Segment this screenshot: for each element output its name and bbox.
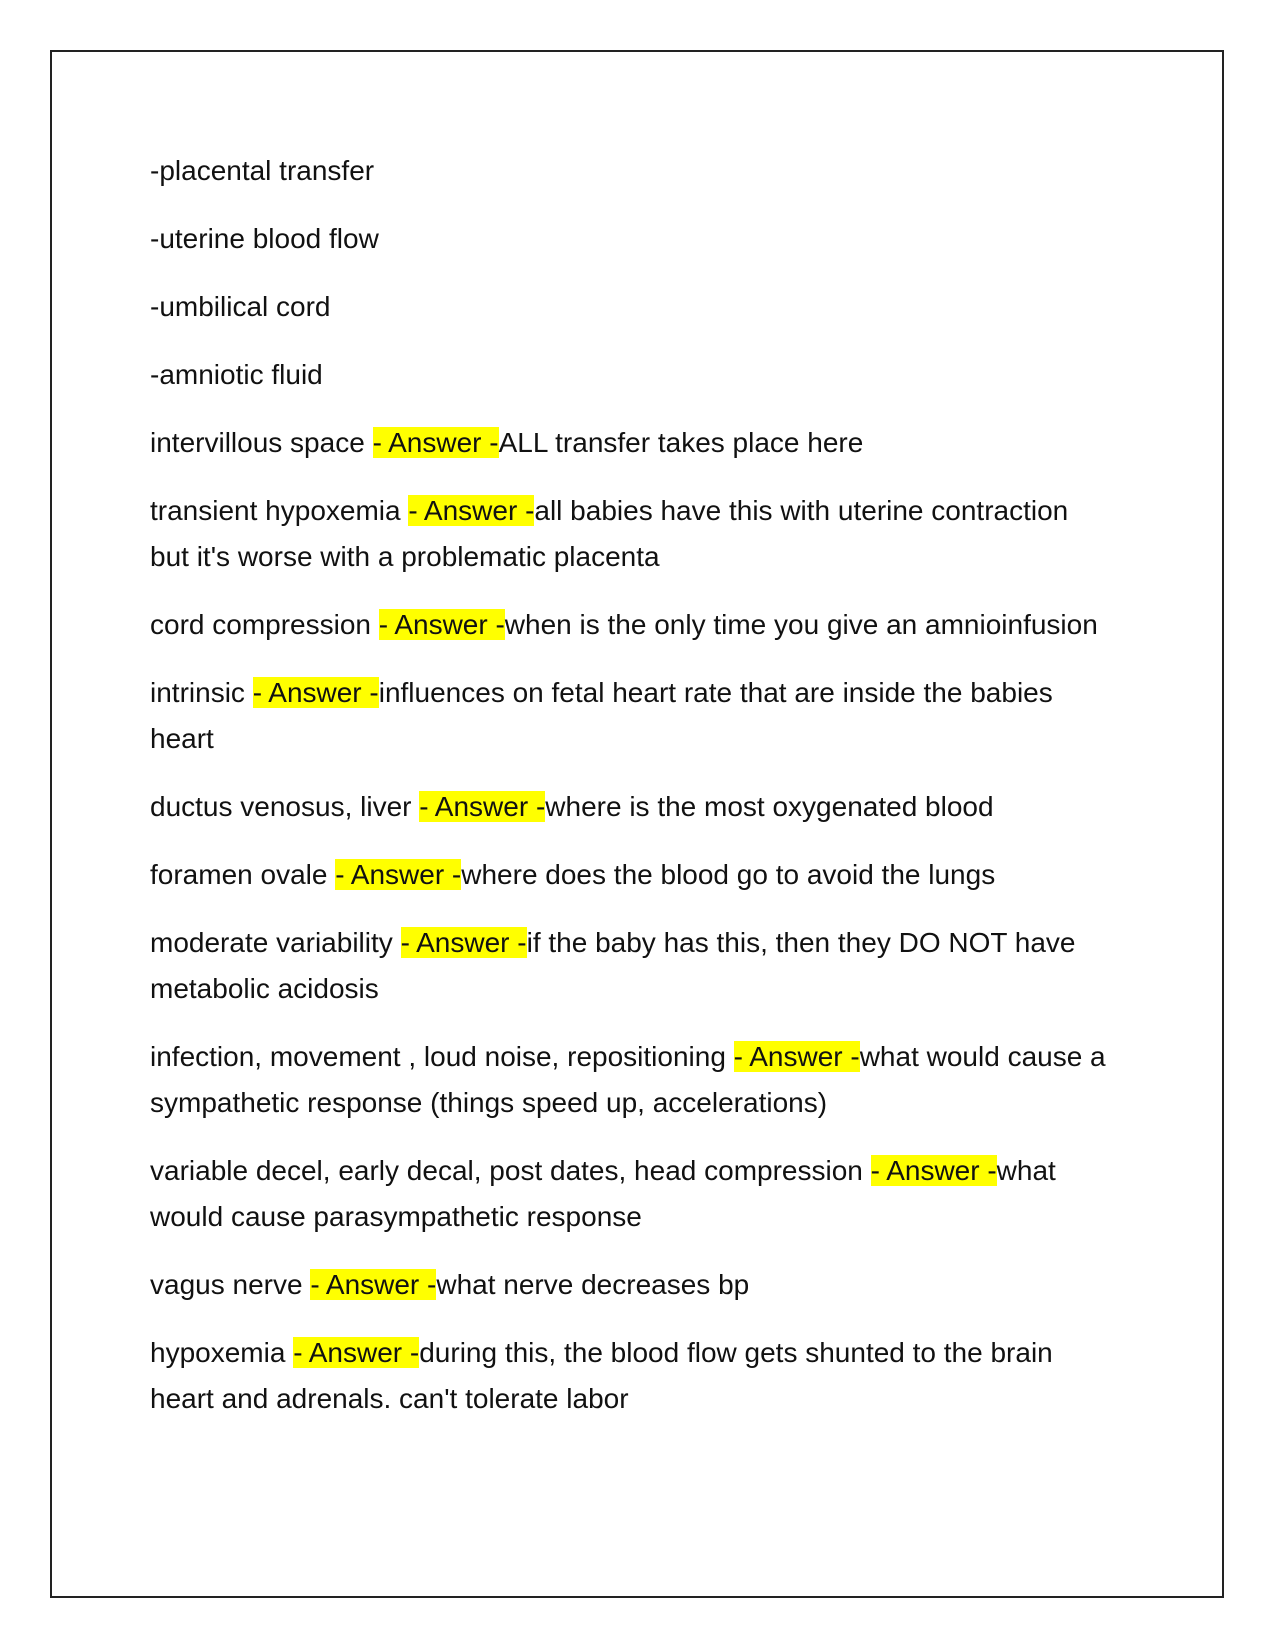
qa-entry [150, 1330, 1110, 1422]
entry-answer: where is the most oxygenated blood [545, 791, 994, 822]
qa-entry [150, 670, 1110, 762]
entry-term: ductus venosus, liver [150, 791, 420, 822]
answer-marker: - Answer - [335, 859, 462, 890]
entry-answer: when is the only time you give an amnioinfusion [504, 609, 1098, 640]
answer-marker: - Answer - [372, 427, 499, 458]
entry-term: intrinsic [150, 677, 253, 708]
answer-marker: - Answer - [378, 609, 505, 640]
answer-marker: - Answer - [293, 1337, 420, 1368]
answer-marker: - Answer - [870, 1155, 997, 1186]
entry-answer: what would cause a sympathetic response (things speed up, accelerations) [150, 1041, 1106, 1118]
qa-entry [150, 1262, 1110, 1308]
entry-answer: if the baby has this, then they DO NOT have metabolic acidosis [150, 927, 1076, 1004]
entry-term: cord compression [150, 609, 379, 640]
bullet-line: -umbilical cord [150, 291, 331, 322]
entry-term: intervillous space [150, 427, 373, 458]
bullet-line: -amniotic fluid [150, 359, 323, 390]
entry-answer: what nerve decreases bp [436, 1269, 750, 1300]
entry-answer: during this, the blood flow gets shunted to the brain heart and adrenals. can't tolerate labor [150, 1337, 1053, 1414]
entry-term: vagus nerve [150, 1269, 311, 1300]
answer-marker: - Answer - [252, 677, 379, 708]
entry-answer: all babies have this with uterine contraction but it's worse with a problematic placenta [150, 495, 1069, 572]
qa-entry [150, 488, 1110, 580]
qa-entry [150, 420, 1110, 466]
entry-answer: influences on fetal heart rate that are inside the babies heart [150, 677, 1053, 754]
qa-entry [150, 602, 1110, 648]
answer-marker: - Answer - [408, 495, 535, 526]
bullet-line: -uterine blood flow [150, 223, 379, 254]
answer-marker: - Answer - [419, 791, 546, 822]
entry-term: transient hypoxemia [150, 495, 409, 526]
entry-answer: ALL transfer takes place here [498, 427, 864, 458]
entry-term: foramen ovale [150, 859, 336, 890]
qa-entry [150, 920, 1110, 1012]
qa-entry [150, 784, 1110, 830]
answer-marker: - Answer - [733, 1041, 860, 1072]
entry-term: variable decel, early decal, post dates, head compression [150, 1155, 871, 1186]
qa-entry [150, 852, 1110, 898]
entry-answer: where does the blood go to avoid the lungs [461, 859, 996, 890]
document-body [150, 148, 1110, 1444]
entry-term: hypoxemia [150, 1337, 294, 1368]
qa-entry [150, 1148, 1110, 1240]
bullet-line: -placental transfer [150, 155, 375, 186]
answer-marker: - Answer - [400, 927, 527, 958]
entry-answer: what would cause parasympathetic response [150, 1155, 1056, 1232]
entry-term: moderate variability [150, 927, 401, 958]
answer-marker: - Answer - [310, 1269, 437, 1300]
entry-term: infection, movement , loud noise, repositioning [150, 1041, 734, 1072]
qa-entry [150, 1034, 1110, 1126]
